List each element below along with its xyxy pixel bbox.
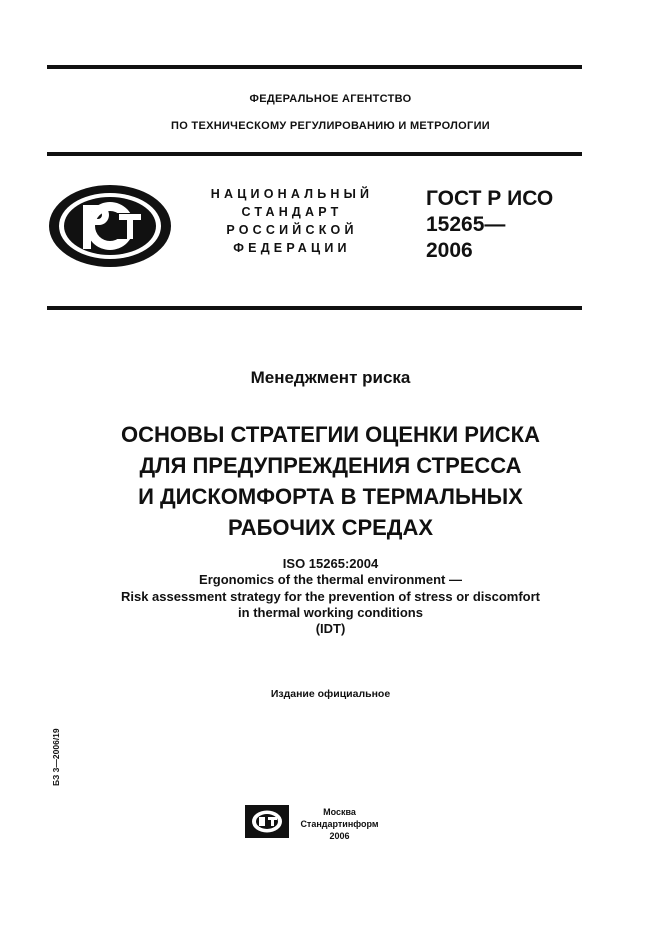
agency-name-line2: ПО ТЕХНИЧЕСКОМУ РЕГУЛИРОВАНИЮ И МЕТРОЛОГИИ <box>171 120 490 132</box>
document-title <box>0 419 661 543</box>
edition-label: Издание официальное <box>270 688 391 700</box>
national-standard-line: НАЦИОНАЛЬНЫЙ <box>210 187 374 201</box>
divider-rule <box>47 306 582 310</box>
publisher-line: Стандартинформ <box>300 819 379 829</box>
iso-reference-line: Risk assessment strategy for the prevention of stress or discomfort <box>120 588 540 604</box>
title-line: ДЛЯ ПРЕДУПРЕЖДЕНИЯ СТРЕССА <box>139 453 522 478</box>
top-rule <box>47 65 582 69</box>
national-standard-line: СТАНДАРТ <box>241 205 343 219</box>
title-line: ОСНОВЫ СТРАТЕГИИ ОЦЕНКИ РИСКА <box>121 422 540 447</box>
iso-reference-line: (IDT) <box>315 621 346 637</box>
iso-reference-line: in thermal working conditions <box>238 604 423 620</box>
designation-line: 15265— <box>426 213 506 236</box>
publisher-line: 2006 <box>329 831 350 841</box>
standard-designation <box>426 186 553 264</box>
national-standard-line: РОССИЙСКОЙ <box>226 223 358 237</box>
iso-reference <box>0 556 661 637</box>
iso-reference-line: ISO 15265:2004 <box>282 556 379 571</box>
gost-r-certification-icon <box>47 183 173 269</box>
title-line: РАБОЧИХ СРЕДАХ <box>227 515 434 540</box>
header-rule <box>47 152 582 156</box>
title-line: И ДИСКОМФОРТА В ТЕРМАЛЬНЫХ <box>138 484 523 509</box>
publisher-imprint <box>297 806 382 842</box>
iso-reference-line: Ergonomics of the thermal environment — <box>199 572 462 588</box>
national-standard-label <box>197 185 387 257</box>
national-standard-line: ФЕДЕРАЦИИ <box>233 241 351 255</box>
side-note: БЗ 3—2006/19 <box>51 728 61 786</box>
designation-line: 2006 <box>426 239 473 262</box>
document-subtitle: Менеджмент риска <box>250 368 411 387</box>
publisher-line: Москва <box>323 807 356 817</box>
designation-line: ГОСТ Р ИСО <box>426 187 554 210</box>
agency-name-line1: ФЕДЕРАЛЬНОЕ АГЕНТСТВО <box>249 93 412 105</box>
standartinform-logo-icon <box>245 805 289 838</box>
